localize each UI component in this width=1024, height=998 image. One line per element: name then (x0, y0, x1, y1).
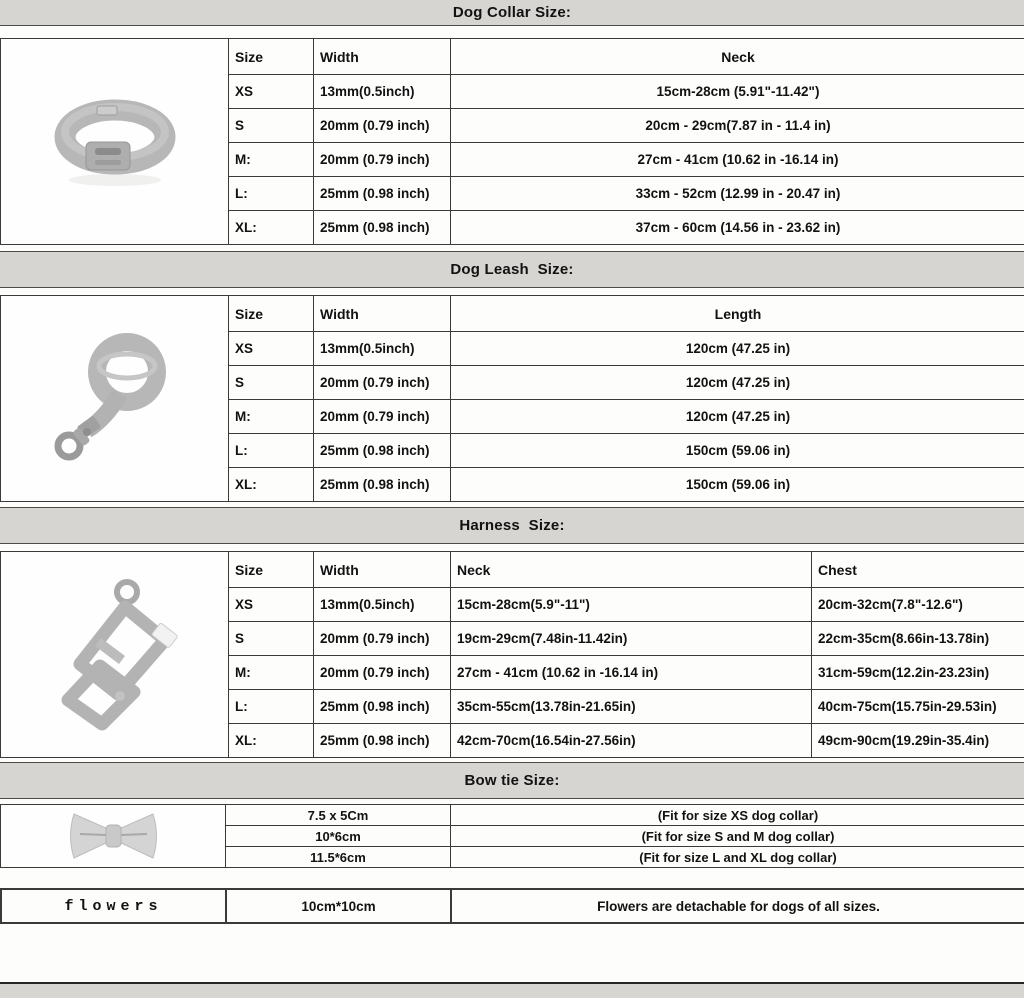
collar-m-neck: 27cm - 41cm (10.62 in -16.14 in) (451, 143, 1024, 177)
harness-xl-chest: 49cm-90cm(19.29in-35.4in) (812, 724, 1024, 758)
leash-section-band (0, 251, 1024, 288)
leash-l-size: L: (229, 434, 314, 468)
harness-xl-width: 25mm (0.98 inch) (314, 724, 451, 758)
leash-s-width: 20mm (0.79 inch) (314, 366, 451, 400)
harness-m-size: M: (229, 656, 314, 690)
dog-collar-image (35, 82, 195, 202)
harness-s-chest: 22cm-35cm(8.66in-13.78in) (812, 622, 1024, 656)
harness-m-chest: 31cm-59cm(12.2in-23.23in) (812, 656, 1024, 690)
harness-s-size: S (229, 622, 314, 656)
collar-col-size: Size (229, 39, 314, 75)
bow-tie-image (66, 808, 161, 864)
bowtie-fit-lxl: (Fit for size L and XL dog collar) (451, 847, 1024, 868)
harness-xl-neck: 42cm-70cm(16.54in-27.56in) (451, 724, 812, 758)
collar-section-band (0, 0, 1024, 26)
collar-s-size: S (229, 109, 314, 143)
bowtie-size-table (0, 804, 1024, 868)
collar-size-table (0, 38, 1024, 245)
collar-col-neck: Neck (451, 39, 1024, 75)
collar-xl-width: 25mm (0.98 inch) (314, 211, 451, 245)
collar-xl-neck: 37cm - 60cm (14.56 in - 23.62 in) (451, 211, 1024, 245)
collar-l-neck: 33cm - 52cm (12.99 in - 20.47 in) (451, 177, 1024, 211)
bowtie-product-image-cell (1, 805, 226, 868)
leash-col-width: Width (314, 296, 451, 332)
bottom-band (0, 982, 1024, 998)
harness-s-neck: 19cm-29cm(7.48in-11.42in) (451, 622, 812, 656)
leash-m-width: 20mm (0.79 inch) (314, 400, 451, 434)
harness-l-chest: 40cm-75cm(15.75in-29.53in) (812, 690, 1024, 724)
leash-xl-width: 25mm (0.98 inch) (314, 468, 451, 502)
leash-xs-length: 120cm (47.25 in) (451, 332, 1024, 366)
dog-harness-image (30, 572, 200, 737)
bowtie-fit-sm: (Fit for size S and M dog collar) (451, 826, 1024, 847)
bowtie-section-title: Bow tie Size: (464, 772, 560, 789)
harness-xs-chest: 20cm-32cm(7.8"-12.6") (812, 588, 1024, 622)
harness-col-size: Size (229, 552, 314, 588)
leash-xs-width: 13mm(0.5inch) (314, 332, 451, 366)
leash-col-length: Length (451, 296, 1024, 332)
harness-xs-width: 13mm(0.5inch) (314, 588, 451, 622)
harness-xl-size: XL: (229, 724, 314, 758)
harness-size-table (0, 551, 1024, 758)
leash-section-title: Dog Leash Size: (450, 261, 574, 278)
harness-col-neck: Neck (451, 552, 812, 588)
collar-m-width: 20mm (0.79 inch) (314, 143, 451, 177)
harness-m-width: 20mm (0.79 inch) (314, 656, 451, 690)
harness-xs-size: XS (229, 588, 314, 622)
dog-leash-image (35, 324, 195, 474)
collar-xs-size: XS (229, 75, 314, 109)
collar-xs-neck: 15cm-28cm (5.91"-11.42") (451, 75, 1024, 109)
leash-s-length: 120cm (47.25 in) (451, 366, 1024, 400)
leash-l-width: 25mm (0.98 inch) (314, 434, 451, 468)
collar-l-size: L: (229, 177, 314, 211)
flowers-size: 10cm*10cm (226, 889, 451, 923)
bowtie-section-band (0, 762, 1024, 799)
harness-l-width: 25mm (0.98 inch) (314, 690, 451, 724)
bowtie-size-lxl: 11.5*6cm (226, 847, 451, 868)
leash-m-size: M: (229, 400, 314, 434)
harness-product-image-cell (1, 552, 229, 758)
bowtie-size-sm: 10*6cm (226, 826, 451, 847)
leash-l-length: 150cm (59.06 in) (451, 434, 1024, 468)
harness-s-width: 20mm (0.79 inch) (314, 622, 451, 656)
harness-section-band (0, 507, 1024, 544)
bowtie-fit-xs: (Fit for size XS dog collar) (451, 805, 1024, 826)
flowers-note: Flowers are detachable for dogs of all sizes. (451, 889, 1024, 923)
leash-s-size: S (229, 366, 314, 400)
collar-s-width: 20mm (0.79 inch) (314, 109, 451, 143)
harness-xs-neck: 15cm-28cm(5.9"-11") (451, 588, 812, 622)
collar-xl-size: XL: (229, 211, 314, 245)
flowers-label: flowers (1, 889, 226, 923)
leash-xl-length: 150cm (59.06 in) (451, 468, 1024, 502)
collar-xs-width: 13mm(0.5inch) (314, 75, 451, 109)
harness-col-chest: Chest (812, 552, 1024, 588)
harness-section-title: Harness Size: (459, 517, 565, 534)
bowtie-size-xs: 7.5 x 5Cm (226, 805, 451, 826)
collar-l-width: 25mm (0.98 inch) (314, 177, 451, 211)
flowers-table (0, 888, 1024, 924)
leash-xs-size: XS (229, 332, 314, 366)
collar-section-title: Dog Collar Size: (452, 4, 572, 21)
table-row (1, 805, 1024, 826)
collar-col-width: Width (314, 39, 451, 75)
harness-col-width: Width (314, 552, 451, 588)
collar-product-image-cell (1, 39, 229, 245)
harness-l-neck: 35cm-55cm(13.78in-21.65in) (451, 690, 812, 724)
harness-l-size: L: (229, 690, 314, 724)
harness-m-neck: 27cm - 41cm (10.62 in -16.14 in) (451, 656, 812, 690)
leash-m-length: 120cm (47.25 in) (451, 400, 1024, 434)
leash-col-size: Size (229, 296, 314, 332)
collar-m-size: M: (229, 143, 314, 177)
leash-xl-size: XL: (229, 468, 314, 502)
leash-size-table (0, 295, 1024, 502)
collar-s-neck: 20cm - 29cm(7.87 in - 11.4 in) (451, 109, 1024, 143)
table-row (1, 889, 1024, 923)
leash-product-image-cell (1, 296, 229, 502)
